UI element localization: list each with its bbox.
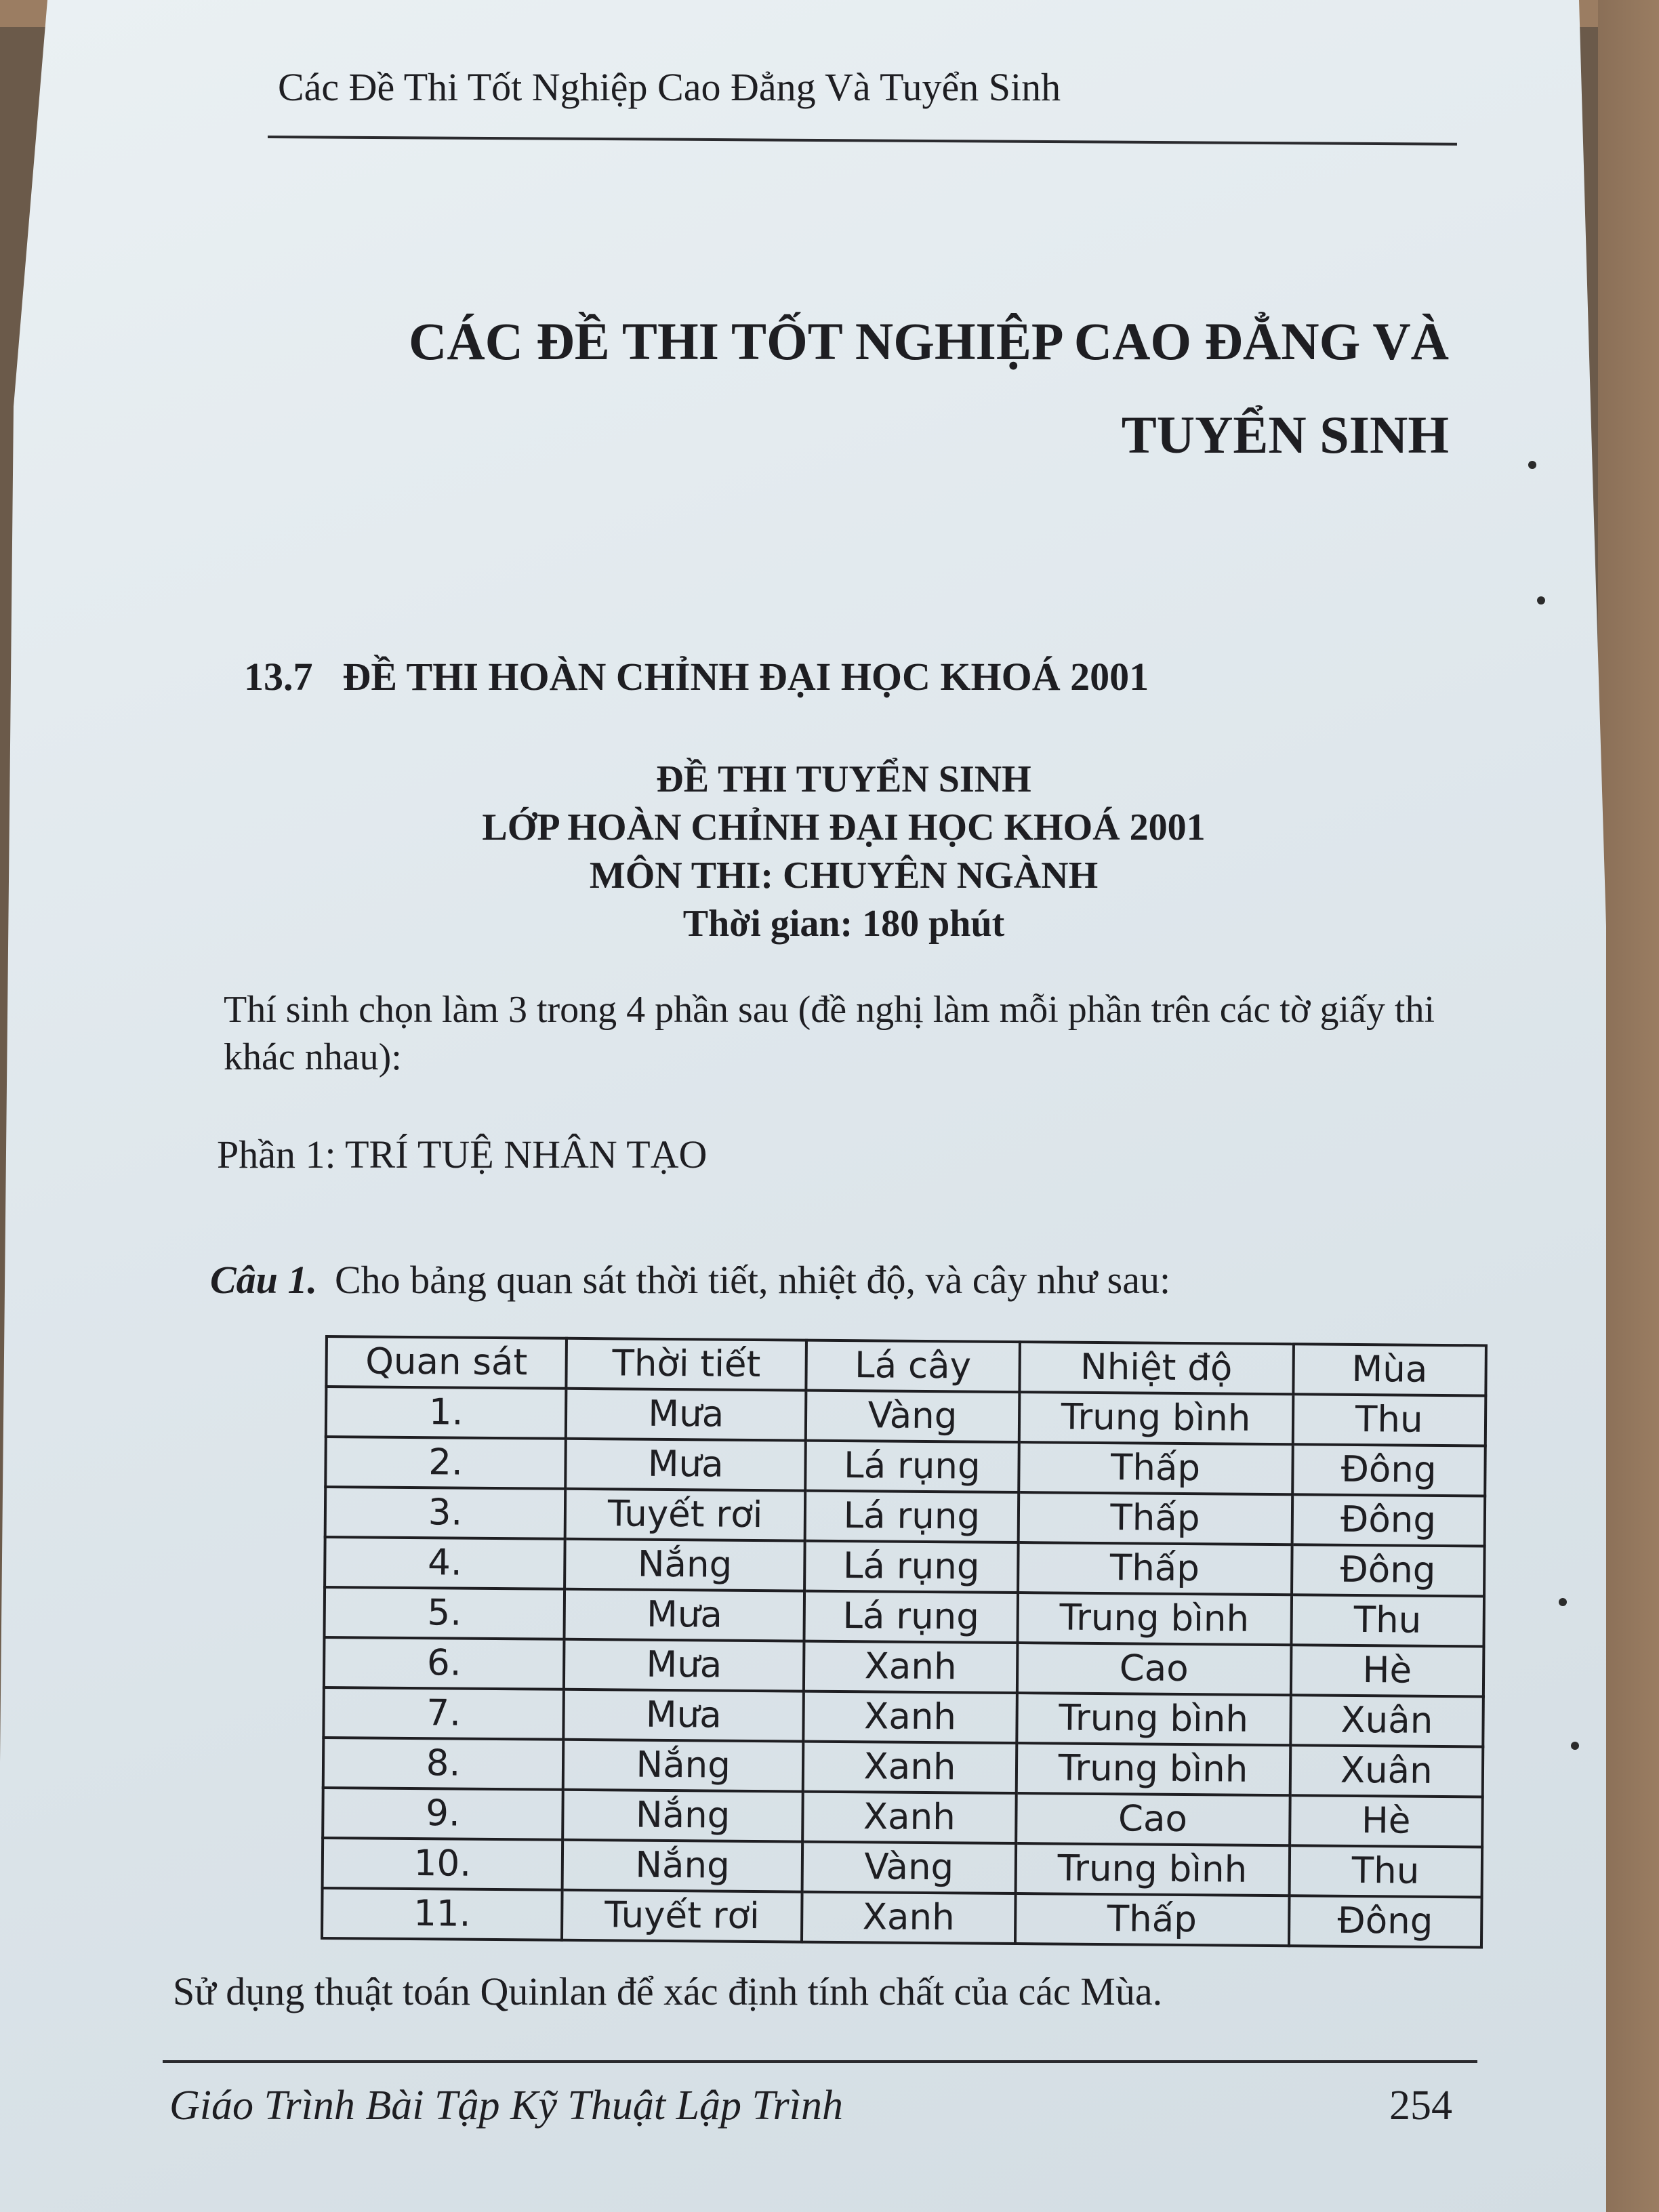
table-cell: Cao bbox=[1016, 1793, 1290, 1845]
question-text: Cho bảng quan sát thời tiết, nhiệt độ, và cây như sau: bbox=[334, 1258, 1171, 1302]
table-cell: Lá rụng bbox=[804, 1541, 1018, 1593]
running-head: Các Đề Thi Tốt Nghiệp Cao Đẳng Và Tuyển Sinh bbox=[278, 65, 1061, 109]
exam-line-3: MÔN THI: CHUYÊN NGÀNH bbox=[589, 855, 1099, 897]
observation-table-wrapper bbox=[321, 1335, 1488, 1948]
table-header-cell: Nhiệt độ bbox=[1019, 1342, 1294, 1394]
table-cell: Xanh bbox=[802, 1892, 1015, 1944]
table-cell: Xuân bbox=[1290, 1695, 1483, 1746]
table-cell: Lá rụng bbox=[806, 1441, 1019, 1492]
table-header-row bbox=[326, 1336, 1486, 1395]
exam-line-1: ĐỀ THI TUYỂN SINH bbox=[656, 758, 1031, 800]
table-cell: Xanh bbox=[804, 1692, 1017, 1743]
table-cell: 6. bbox=[324, 1637, 565, 1689]
table-cell: Nắng bbox=[562, 1840, 803, 1892]
footer-rule bbox=[163, 2060, 1477, 2063]
table-cell: Thấp bbox=[1018, 1542, 1292, 1595]
table-cell: Nắng bbox=[565, 1539, 805, 1591]
part-title: TRÍ TUỆ NHÂN TẠO bbox=[345, 1132, 708, 1176]
table-cell: Trung bình bbox=[1019, 1392, 1293, 1444]
table-cell: 2. bbox=[325, 1437, 566, 1489]
table-row bbox=[324, 1587, 1484, 1646]
table-cell: 9. bbox=[323, 1788, 563, 1840]
table-cell: 3. bbox=[325, 1487, 566, 1539]
chapter-title bbox=[365, 295, 1449, 482]
table-row bbox=[323, 1838, 1483, 1897]
table-cell: Đông bbox=[1292, 1444, 1486, 1496]
table-cell: Thấp bbox=[1019, 1442, 1293, 1494]
table-cell: Mưa bbox=[565, 1439, 806, 1491]
table-cell: Lá rụng bbox=[804, 1591, 1018, 1643]
exam-line-2: LỚP HOÀN CHỈNH ĐẠI HỌC KHOÁ 2001 bbox=[482, 806, 1206, 848]
table-cell: 10. bbox=[323, 1838, 563, 1890]
table-cell: Tuyết rơi bbox=[565, 1489, 806, 1541]
table-cell: Xanh bbox=[802, 1792, 1016, 1843]
section-number: 13.7 bbox=[244, 655, 313, 699]
table-cell: Trung bình bbox=[1015, 1843, 1290, 1896]
exam-line-4: Thời gian: 180 phút bbox=[682, 903, 1005, 945]
table-row bbox=[323, 1738, 1483, 1797]
table-cell: Trung bình bbox=[1016, 1743, 1290, 1795]
table-cell: Hè bbox=[1290, 1795, 1483, 1847]
table-cell: Trung bình bbox=[1017, 1593, 1292, 1645]
table-cell: Xanh bbox=[804, 1641, 1017, 1693]
desk-background-right bbox=[1598, 0, 1659, 2212]
table-cell: Thu bbox=[1291, 1595, 1484, 1646]
table-cell: Vàng bbox=[806, 1391, 1019, 1442]
table-cell: Tuyết rơi bbox=[562, 1890, 802, 1942]
table-row bbox=[325, 1537, 1485, 1596]
table-cell: 7. bbox=[323, 1687, 564, 1740]
table-row bbox=[326, 1387, 1486, 1446]
table-cell: 11. bbox=[322, 1888, 562, 1940]
table-row bbox=[322, 1888, 1482, 1947]
table-cell: Xanh bbox=[803, 1742, 1017, 1793]
paper-speck bbox=[1571, 1742, 1579, 1750]
table-cell: 1. bbox=[326, 1387, 567, 1439]
question-label: Câu 1. bbox=[210, 1258, 317, 1302]
table-cell: 8. bbox=[323, 1738, 564, 1790]
table-row bbox=[323, 1788, 1483, 1847]
table-cell: Thấp bbox=[1018, 1492, 1292, 1544]
table-cell: Xuân bbox=[1290, 1745, 1483, 1797]
table-cell: Mưa bbox=[565, 1589, 805, 1641]
table-cell: Cao bbox=[1017, 1643, 1291, 1695]
instructions-paragraph: Thí sinh chọn làm 3 trong 4 phần sau (đề nghị làm mỗi phần trên các tờ giấy thi khác nhau): bbox=[224, 989, 1435, 1078]
paper-speck bbox=[1559, 1598, 1567, 1606]
part-heading bbox=[217, 1132, 707, 1177]
table-row bbox=[325, 1437, 1486, 1496]
table-cell: Đông bbox=[1292, 1494, 1485, 1546]
chapter-title-line-1: CÁC ĐỀ THI TỐT NGHIỆP CAO ĐẲNG VÀ bbox=[408, 312, 1449, 371]
table-cell: Hè bbox=[1290, 1645, 1483, 1696]
paper-speck bbox=[1537, 596, 1545, 605]
table-header-cell: Mùa bbox=[1293, 1344, 1486, 1395]
table-cell: Lá rụng bbox=[805, 1491, 1019, 1542]
section-heading bbox=[244, 654, 1149, 699]
table-row bbox=[324, 1637, 1484, 1696]
part-label: Phần 1: bbox=[217, 1132, 336, 1176]
table-row bbox=[323, 1687, 1483, 1746]
paper-speck bbox=[1528, 461, 1536, 469]
table-row bbox=[325, 1487, 1486, 1546]
observation-table bbox=[321, 1335, 1488, 1948]
footer-note: Sử dụng thuật toán Quinlan để xác định tính chất của các Mùa. bbox=[173, 1969, 1163, 2013]
table-body bbox=[322, 1387, 1486, 1947]
table-header-cell: Quan sát bbox=[326, 1336, 567, 1389]
table-cell: Mưa bbox=[563, 1689, 804, 1742]
table-cell: 5. bbox=[324, 1587, 565, 1639]
table-cell: Nắng bbox=[562, 1790, 803, 1842]
table-cell: Vàng bbox=[802, 1842, 1016, 1893]
footer-book-title: Giáo Trình Bài Tập Kỹ Thuật Lập Trình bbox=[169, 2083, 843, 2129]
table-cell: Thu bbox=[1292, 1394, 1486, 1446]
exam-header bbox=[420, 756, 1267, 948]
table-cell: 4. bbox=[325, 1537, 565, 1589]
table-cell: Đông bbox=[1292, 1544, 1485, 1596]
page-number: 254 bbox=[1389, 2083, 1452, 2129]
table-cell: Mưa bbox=[566, 1389, 806, 1441]
table-cell: Thấp bbox=[1015, 1893, 1290, 1946]
table-cell: Nắng bbox=[563, 1740, 804, 1792]
chapter-title-line-2: TUYỂN SINH bbox=[1121, 405, 1449, 464]
question-1 bbox=[210, 1257, 1170, 1303]
table-cell: Mưa bbox=[564, 1639, 804, 1692]
table-header-cell: Lá cây bbox=[806, 1340, 1020, 1392]
section-title: ĐỀ THI HOÀN CHỈNH ĐẠI HỌC KHOÁ 2001 bbox=[342, 655, 1149, 699]
table-cell: Thu bbox=[1289, 1845, 1482, 1897]
table-cell: Đông bbox=[1288, 1896, 1481, 1947]
table-cell: Trung bình bbox=[1017, 1693, 1291, 1745]
table-header-cell: Thời tiết bbox=[567, 1338, 807, 1391]
